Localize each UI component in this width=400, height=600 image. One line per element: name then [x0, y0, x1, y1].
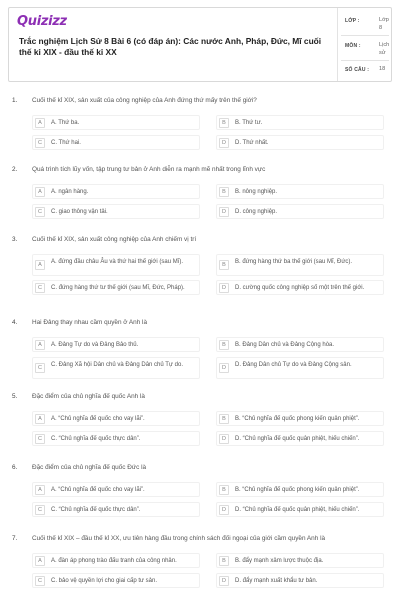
option-letter-badge: B: [219, 556, 229, 566]
option-text: C. giao thông vận tải.: [51, 209, 108, 215]
answer-option-a[interactable]: [32, 482, 200, 497]
answer-option-c[interactable]: [32, 357, 200, 379]
question-text: Quá trình tích lũy vốn, tập trung tư bản ở Anh diễn ra mạnh mẽ nhất trong lĩnh vực: [32, 166, 266, 173]
grade-value: [379, 16, 389, 32]
subject-value-line2: sử: [379, 50, 386, 56]
option-letter-badge: A: [35, 414, 45, 424]
question-text: Cuối thế kỉ XIX – đầu thế kỉ XX, ưu tiên hàng đầu trong chính sách đối ngoại của giới cầm quyền Anh là: [32, 535, 326, 542]
option-text: C. Đảng Xã hội Dân chủ và Đảng Dân chủ Tự do.: [51, 362, 183, 368]
question-text: Đặc điểm của chủ nghĩa đế quốc Anh là: [32, 393, 145, 400]
answer-option-a[interactable]: [32, 115, 200, 130]
option-text: C. “Chủ nghĩa đế quốc thực dân”.: [51, 436, 141, 442]
quizizz-logo[interactable]: Quizizz: [17, 14, 67, 29]
answer-option-a[interactable]: [32, 553, 200, 568]
option-letter-badge: D: [219, 207, 229, 217]
option-letter-badge: B: [219, 118, 229, 128]
option-letter-badge: C: [35, 434, 45, 444]
option-text: B. đứng hàng thứ ba thế giới (sau Mĩ, Đức).: [235, 259, 353, 265]
answer-option-c[interactable]: [32, 502, 200, 517]
question-block: [8, 97, 392, 157]
option-text: B. nông nghiệp.: [235, 189, 278, 195]
answer-option-d[interactable]: [216, 357, 384, 379]
meta-separator: [341, 60, 389, 61]
option-text: C. Thứ hai.: [51, 140, 81, 146]
answer-option-b[interactable]: [216, 482, 384, 497]
option-text: B. “Chủ nghĩa đế quốc phong kiến quân phiệt”.: [235, 487, 360, 493]
question-block: [8, 319, 392, 379]
question-block: [8, 166, 392, 226]
question-block: [8, 236, 392, 296]
option-letter-badge: C: [35, 138, 45, 148]
answer-option-d[interactable]: [216, 502, 384, 517]
option-letter-badge: C: [35, 207, 45, 217]
answer-option-b[interactable]: [216, 411, 384, 426]
option-letter-badge: A: [35, 556, 45, 566]
option-letter-badge: C: [35, 576, 45, 586]
answer-option-b[interactable]: [216, 553, 384, 568]
answer-option-d[interactable]: [216, 280, 384, 295]
answer-option-d[interactable]: [216, 204, 384, 219]
question-text: Cuối thế kỉ XIX, sản xuất công nghiệp của Anh chiếm vị trí: [32, 236, 197, 243]
option-text: B. “Chủ nghĩa đế quốc phong kiến quân phiệt”.: [235, 416, 360, 422]
option-text: B. Thứ tư.: [235, 120, 263, 126]
question-text: Đặc điểm của chủ nghĩa đế quốc Đức là: [32, 464, 147, 471]
option-letter-badge: D: [219, 283, 229, 293]
option-letter-badge: B: [219, 340, 229, 350]
question-number: 2.: [12, 166, 18, 173]
option-text: C. bảo vệ quyền lợi cho giai cấp tư sản.: [51, 578, 158, 584]
subject-label: MÔN :: [345, 43, 361, 49]
question-block: [8, 535, 392, 595]
grade-value-line1: Lớp: [379, 17, 389, 23]
question-count-value: 18: [379, 66, 386, 72]
option-text: D. Đảng Dân chủ Tự do và Đảng Cộng sản.: [235, 362, 352, 368]
answer-option-a[interactable]: [32, 254, 200, 276]
option-text: A. đứng đầu châu Âu và thứ hai thế giới (sau Mĩ).: [51, 259, 184, 265]
option-text: A. “Chủ nghĩa đế quốc cho vay lãi”.: [51, 416, 145, 422]
option-text: D. “Chủ nghĩa đế quốc quân phiệt, hiếu chiến”.: [235, 436, 360, 442]
answer-option-b[interactable]: [216, 254, 384, 276]
option-text: D. công nghiệp.: [235, 209, 278, 215]
option-letter-badge: B: [219, 260, 229, 270]
option-text: A. Thứ ba.: [51, 120, 80, 126]
worksheet-header: [8, 7, 392, 82]
option-text: C. đứng hàng thứ tư thế giới (sau Mĩ, Đức, Pháp).: [51, 285, 185, 291]
answer-option-b[interactable]: [216, 337, 384, 352]
question-block: [8, 464, 392, 524]
option-letter-badge: A: [35, 260, 45, 270]
option-letter-badge: A: [35, 118, 45, 128]
answer-option-c[interactable]: [32, 573, 200, 588]
option-letter-badge: B: [219, 414, 229, 424]
option-letter-badge: D: [219, 363, 229, 373]
option-letter-badge: D: [219, 434, 229, 444]
option-text: D. Thứ nhất.: [235, 140, 269, 146]
option-letter-badge: D: [219, 576, 229, 586]
option-letter-badge: C: [35, 505, 45, 515]
answer-option-c[interactable]: [32, 280, 200, 295]
worksheet-title: Trắc nghiệm Lịch Sử 8 Bài 6 (có đáp án): Các nước Anh, Pháp, Đức, Mĩ cuối thế kỉ XIX - đầu thế kỉ XX: [19, 36, 322, 57]
option-letter-badge: D: [219, 138, 229, 148]
option-text: D. đẩy mạnh xuất khẩu tư bản.: [235, 578, 318, 584]
question-text: Cuối thế kỉ XIX, sản xuất của công nghiệp của Anh đứng thứ mấy trên thế giới?: [32, 97, 257, 104]
option-text: B. đẩy mạnh xâm lược thuộc địa.: [235, 558, 324, 564]
option-letter-badge: B: [219, 485, 229, 495]
header-divider: [337, 8, 338, 81]
question-block: [8, 393, 392, 453]
grade-value-line2: 8: [379, 25, 383, 31]
option-text: A. đàn áp phong trào đấu tranh của công nhân.: [51, 558, 177, 564]
option-text: A. ngân hàng.: [51, 189, 89, 195]
option-letter-badge: B: [219, 187, 229, 197]
option-letter-badge: C: [35, 363, 45, 373]
question-number: 5.: [12, 393, 18, 400]
answer-option-d[interactable]: [216, 431, 384, 446]
answer-option-a[interactable]: [32, 411, 200, 426]
option-letter-badge: D: [219, 505, 229, 515]
option-text: D. cường quốc công nghiệp số một trên thế giới.: [235, 285, 365, 291]
option-letter-badge: A: [35, 187, 45, 197]
question-number: 3.: [12, 236, 18, 243]
answer-option-b[interactable]: [216, 115, 384, 130]
grade-label: LỚP :: [345, 18, 360, 24]
option-letter-badge: A: [35, 340, 45, 350]
option-letter-badge: C: [35, 283, 45, 293]
answer-option-d[interactable]: [216, 135, 384, 150]
option-text: B. Đảng Dân chủ và Đảng Cộng hòa.: [235, 342, 335, 348]
answer-option-a[interactable]: [32, 337, 200, 352]
subject-value-line1: Lịch: [379, 42, 390, 48]
option-text: D. “Chủ nghĩa đế quốc quân phiệt, hiếu chiến”.: [235, 507, 360, 513]
answer-option-c[interactable]: [32, 431, 200, 446]
question-number: 6.: [12, 464, 18, 471]
answer-option-c[interactable]: [32, 135, 200, 150]
question-number: 4.: [12, 319, 18, 326]
answer-option-d[interactable]: [216, 573, 384, 588]
option-text: A. “Chủ nghĩa đế quốc cho vay lãi”.: [51, 487, 145, 493]
option-text: A. Đảng Tự do và Đảng Bảo thủ.: [51, 342, 139, 348]
answer-option-b[interactable]: [216, 184, 384, 199]
meta-separator: [341, 35, 389, 36]
question-text: Hai Đảng thay nhau cầm quyền ở Anh là: [32, 319, 148, 326]
option-text: C. “Chủ nghĩa đế quốc thực dân”.: [51, 507, 141, 513]
subject-value: [379, 41, 389, 57]
answer-option-a[interactable]: [32, 184, 200, 199]
question-number: 7.: [12, 535, 18, 542]
question-number: 1.: [12, 97, 18, 104]
option-letter-badge: A: [35, 485, 45, 495]
question-count-label: SỐ CÂU :: [345, 67, 370, 73]
answer-option-c[interactable]: [32, 204, 200, 219]
